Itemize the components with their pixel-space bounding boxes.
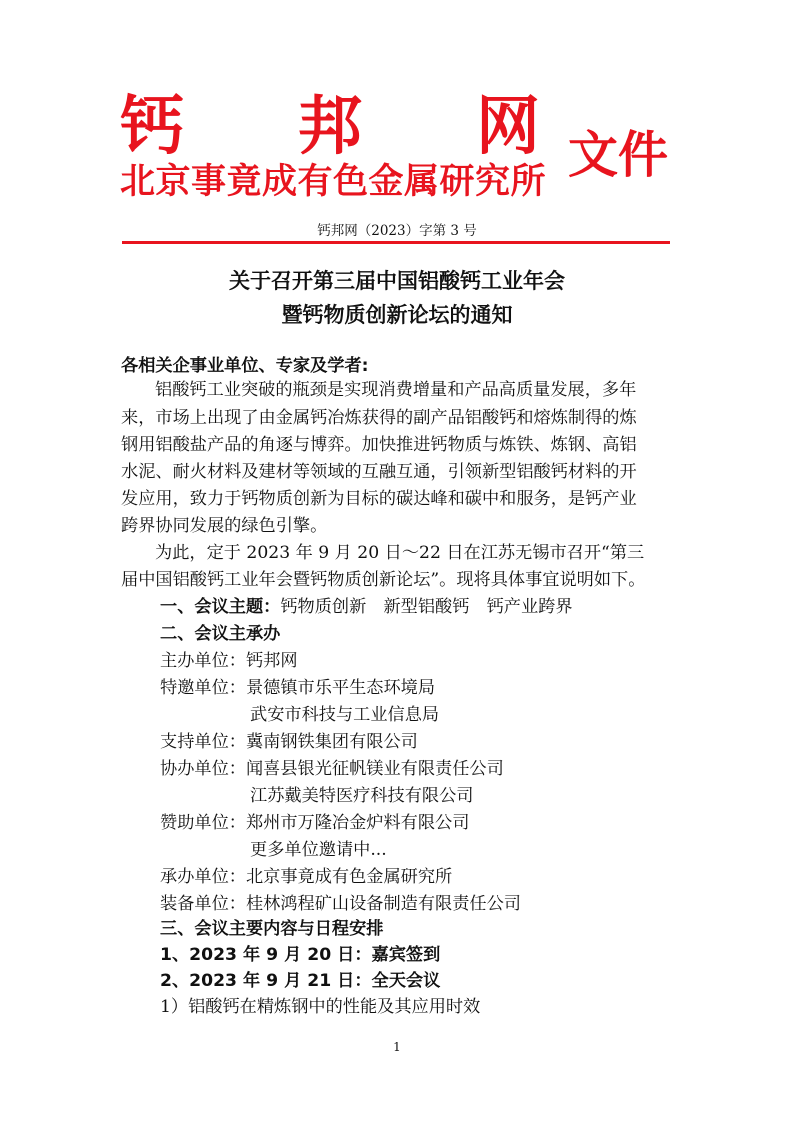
organizer-row [160,756,504,782]
schedule-day-1: 1、2023 年 9 月 20 日：嘉宾签到 [160,945,441,965]
organizer-label: 承办单位： [160,867,246,887]
para1-line: 钢用铝酸盐产品的角逐与博弈。加快推进钙物质与炼铁、炼钢、高铝 [121,435,637,455]
organizer-value: 郑州市万隆冶金炉料有限公司 [245,813,470,833]
organizer-value: 景德镇市乐平生态环境局 [245,678,436,698]
para2-line: 届中国铝酸钙工业年会暨钙物质创新论坛”。现将具体事宜说明如下。 [121,570,646,590]
section1 [160,594,573,620]
organizer-value: 闻喜县银光征帆镁业有限责任公司 [245,759,504,779]
section1-content: 钙物质创新 新型铝酸钙 钙产业跨界 [280,597,573,617]
organizer-label: 装备单位： [160,894,246,914]
organizer-label: 赞助单位： [160,813,246,833]
organizer-value: 武安市科技与工业信息局 [250,705,440,725]
para2-line: 为此，定于 2023 年 9 月 20 日～22 日在江苏无锡市召开“第三 [155,543,645,563]
para1-line: 铝酸钙工业突破的瓶颈是实现消费增量和产品高质量发展，多年 [155,380,637,400]
organizer-label: 主办单位： [160,651,246,671]
organizer-value: 桂林鸿程矿山设备制造有限责任公司 [245,894,521,914]
organizer-label: 特邀单位： [160,678,246,698]
organizer-label: 支持单位： [160,732,246,752]
section1-heading: 一、会议主题： [160,597,281,617]
org-name-large [120,92,540,162]
org-char-3: 网 [476,90,540,164]
organizer-row [160,729,418,755]
header-divider [122,241,670,244]
institute-name: 北京事竟成有色金属研究所 [120,162,547,202]
organizer-value: 钙邦网 [245,651,298,671]
organizer-row [160,891,521,917]
org-char-2: 邦 [298,90,362,164]
schedule-day-2: 2、2023 年 9 月 21 日：全天会议 [160,971,441,991]
organizer-row [160,864,452,890]
organizer-row [160,648,298,674]
para1-line: 发应用，致力于钙物质创新为目标的碳达峰和碳中和服务，是钙产业 [121,489,637,509]
page-number: 1 [393,1040,401,1054]
para1-line: 跨界协同发展的绿色引擎。 [121,516,328,536]
organizer-value: 江苏戴美特医疗科技有限公司 [250,786,474,806]
para1-line: 水泥、耐火材料及建材等领域的互融互通，引领新型铝酸钙材料的开 [121,462,637,482]
organizer-value: 冀南钢铁集团有限公司 [245,732,418,752]
section3-heading: 三、会议主要内容与日程安排 [160,919,384,939]
org-char-1: 钙 [120,90,184,164]
file-label: 文件 [568,126,668,184]
section2-heading: 二、会议主承办 [160,624,281,644]
salutation: 各相关企事业单位、专家及学者: [121,356,369,376]
organizer-value: 北京事竟成有色金属研究所 [245,867,453,887]
doc-title-line-1: 关于召开第三届中国铝酸钙工业年会 [229,269,565,293]
organizer-label: 协办单位： [160,759,246,779]
para1-line: 来，市场上出现了由金属钙冶炼获得的副产品铝酸钙和熔炼制得的炼 [121,408,637,428]
organizer-row [160,675,435,701]
doc-title-line-2: 暨钙物质创新论坛的通知 [281,303,513,327]
organizer-value: 更多单位邀请中... [250,840,387,860]
document-number: 钙邦网（2023）字第 3 号 [317,223,477,239]
agenda-item: 1）铝酸钙在精炼钢中的性能及其应用时效 [160,997,481,1017]
organizer-row [160,810,469,836]
